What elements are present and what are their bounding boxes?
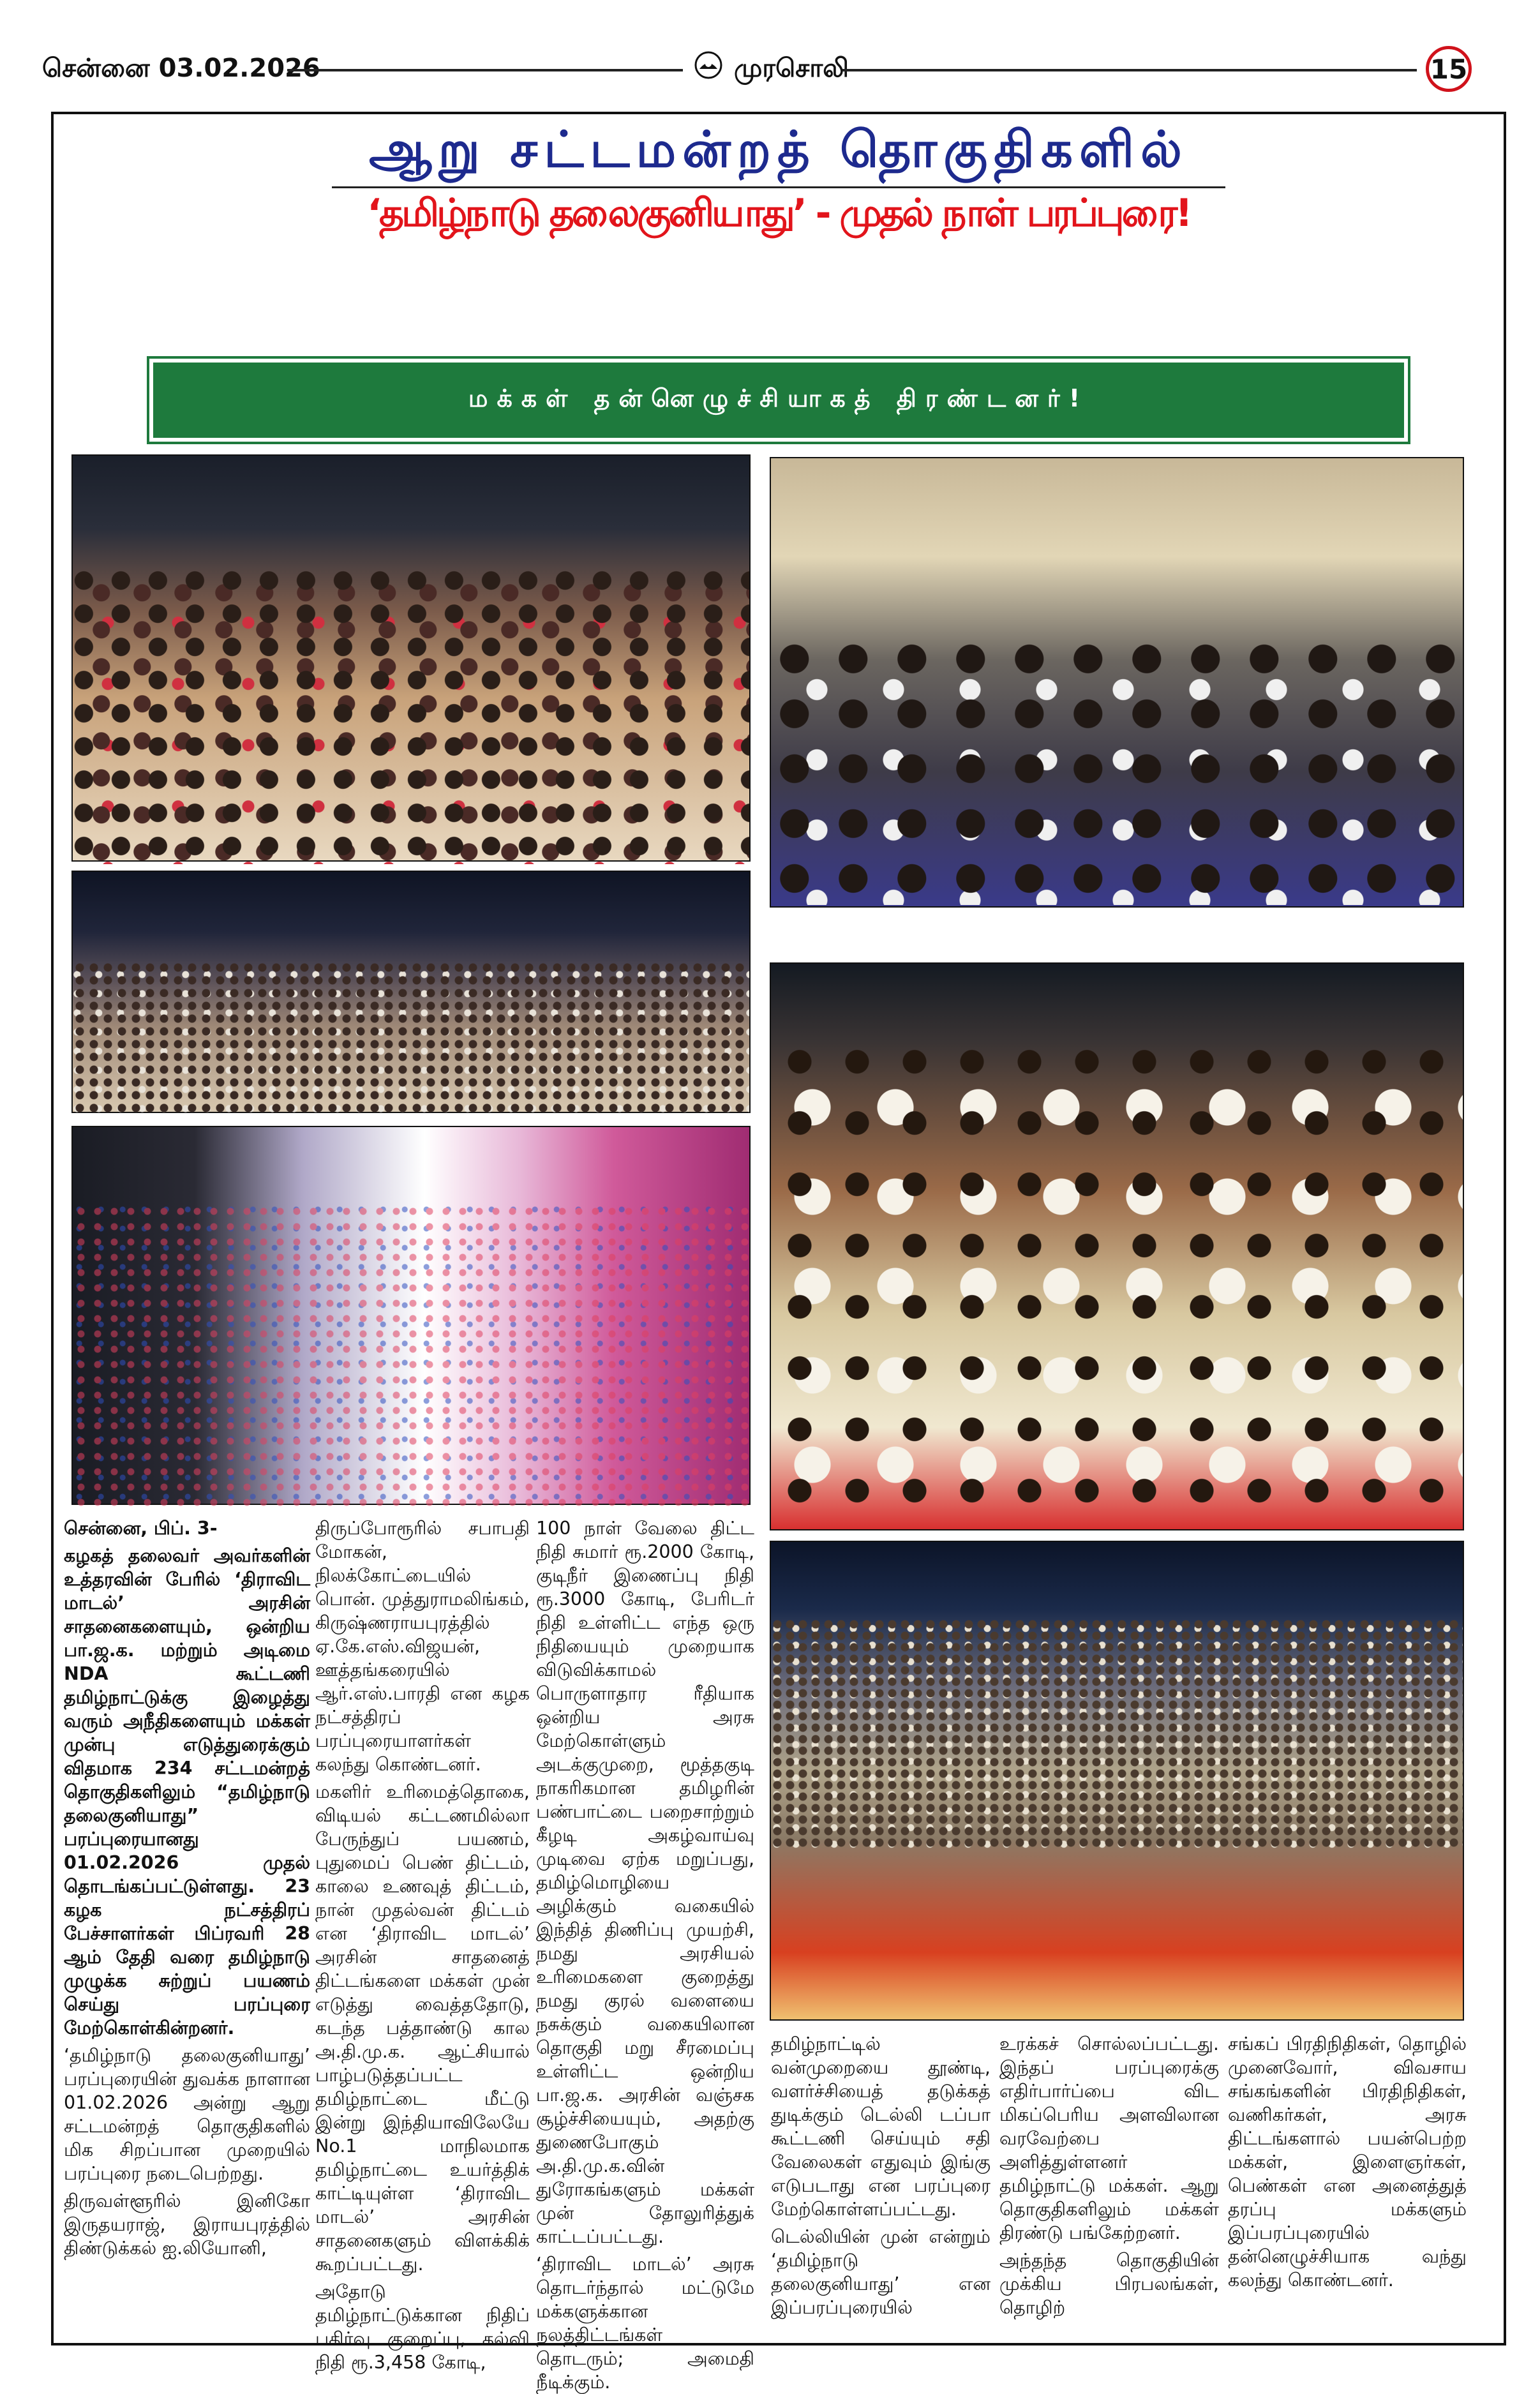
- article-paragraph: திருப்போரூரில் சபாபதி மோகன், நிலக்கோட்டையில் பொன். முத்துராமலிங்கம், கிருஷ்ணராயபுரத்தில் ஏ.கே.எஸ்.விஜயன், ஊத்தங்கரையில் ஆர்.எஸ்.பாரதி என கழக நட்சத்திரப் பரப்புரையாளர்கள் கலந்து கொண்டனர்.: [315, 1518, 530, 1775]
- page-number-badge: 15: [1426, 46, 1472, 92]
- photo-stage-wide-crowd: [71, 871, 751, 1113]
- kicker-headline: ஆறு சட்டமன்றத் தொகுதிகளில்: [369, 121, 1188, 179]
- article-paragraph: திருவள்ளூரில் இனிகோ இருதயராஜ், இராயபுரத்தில் திண்டுக்கல் ஐ.லியோனி,: [64, 2190, 310, 2259]
- article-paragraph: அந்தந்த தொகுதியின் முக்கிய பிரபலங்கள், தொழிற்: [999, 2250, 1219, 2318]
- subheadline-band: [153, 363, 1404, 438]
- article-paragraph: ‘தமிழ்நாடு தலைகுனியாது’ பரப்புரையின் துவக்க நாளான 01.02.2026 அன்று ஆறு சட்டமன்றத் தொகுதிகளில் மிக சிறப்பான முறையில் பரப்புரை நடைபெற்றது.: [64, 2045, 310, 2184]
- article-column-4: [771, 2032, 991, 2319]
- article-paragraph: டெல்லியின் முன் என்றும் ‘தமிழ்நாடு தலைகுனியாது’ என இப்பரப்புரையில்: [771, 2226, 991, 2318]
- masthead-rule-right: [842, 69, 1417, 71]
- photo-speaker-on-stage: [770, 1541, 1464, 2021]
- article-dateline: சென்னை, பிப். 3-: [64, 1518, 218, 1539]
- main-headline: ‘தமிழ்நாடு தலைகுனியாது’ - முதல் நாள் பரப்புரை!: [367, 191, 1190, 236]
- article-column-3: [536, 1516, 754, 2393]
- article-paragraph: 100 நாள் வேலை திட்ட நிதி சுமார் ரூ.2000 கோடி, குடிநீர் இணைப்பு நிதி ரூ.3000 கோடி, பேரிடர் நிதி உள்ளிட்ட எந்த ஒரு நிதியையும் முறையாக விடுவிக்காமல் பொருளாதார ரீதியாக ஒன்றிய அரசு மேற்கொள்ளும் அடக்குமுறை, மூத்தகுடி நாகரிகமான தமிழரின் பண்பாட்டை பறைசாற்றும் கீழடி அகழ்வாய்வு முடிவை ஏற்க மறுப்பது, தமிழ்மொழியை அழிக்கும் வகையில் இந்தித் திணிப்பு முயற்சி, நமது அரசியல் உரிமைகளை குறைத்து நமது குரல் வளையை நசுக்கும் வகையிலான தொகுதி மறு சீரமைப்பு உள்ளிட்ட ஒன்றிய பா.ஜ.க. அரசின் வஞ்சக சூழ்ச்சியையும், அதற்கு துணைபோகும் அ.தி.மு.க.வின் துரோகங்களும் மக்கள் முன் தோலுரித்துக் காட்டப்பட்டது.: [536, 1518, 754, 2247]
- article-column-1: [64, 1516, 310, 2314]
- rising-sun-emblem-icon: [694, 51, 722, 79]
- article-column-5: [999, 2032, 1219, 2319]
- newspaper-name: முரசொலி: [734, 54, 849, 83]
- photo-seated-audience-chairs: [770, 457, 1464, 908]
- article-lead-paragraph: கழகத் தலைவர் அவர்களின் உத்தரவின் பேரில் ‘திராவிட மாடல்’ அரசின் சாதனைகளையும், ஒன்றிய பா.ஜ.க. மற்றும் அடிமை NDA கூட்டணி தமிழ்நாட்டுக்கு இழைத்து வரும் அநீதிகளையும் மக்கள் முன்பு எடுத்துரைக்கும் விதமாக 234 சட்டமன்றத் தொகுதிகளிலும் “தமிழ்நாடு தலைகுனியாது” பரப்புரையானது 01.02.2026 முதல் தொடங்கப்பட்டுள்ளது. 23 கழக நட்சத்திரப் பேச்சாளர்கள் பிப்ரவரி 28 ஆம் தேதி வரை தமிழ்நாடு முழுக்க சுற்றுப் பயணம் செய்து பரப்புரை மேற்கொள்கின்றனர்.: [64, 1545, 310, 2039]
- masthead: [0, 0, 1540, 128]
- subheadline-text: மக்கள் தன்னெழுச்சியாகத் திரண்டனர்!: [468, 384, 1089, 412]
- article-paragraph: சங்கப் பிரதிநிதிகள், தொழில் முனைவோர், விவசாய சங்கங்களின் பிரதிநிதிகள், வணிகர்கள், அரசு திட்டங்களால் பயன்பெற்ற மக்கள், இளைஞர்கள், பெண்கள் என அனைத்துத் தரப்பு மக்களும் இப்பரப்புரையில் தன்னெழுச்சியாக வந்து கலந்து கொண்டனர்.: [1228, 2033, 1467, 2291]
- article-paragraph: தமிழ்நாட்டில் வன்முறையை தூண்டி, வளர்ச்சியைத் தடுக்கத் துடிக்கும் டெல்லி டப்பா கூட்டணி செய்யும் சதி வேலைகள் எதுவும் இங்கு எடுபடாது என பரப்புரை மேற்கொள்ளப்பட்டது.: [771, 2033, 991, 2220]
- article-paragraph: அதோடு தமிழ்நாட்டுக்கான நிதிப் பகிர்வு குறைப்பு, கல்வி நிதி ரூ.3,458 கோடி,: [315, 2281, 530, 2373]
- article-paragraph: மகளிர் உரிமைத்தொகை, விடியல் கட்டணமில்லா பேருந்துப் பயணம், புதுமைப் பெண் திட்டம், காலை உணவுத் திட்டம், நான் முதல்வன் திட்டம் என ‘திராவிட மாடல்’ அரசின் சாதனைத் திட்டங்களை மக்கள் முன் எடுத்து வைத்ததோடு, கடந்த பத்தாண்டு கால அ.தி.மு.க. ஆட்சியால் பாழ்படுத்தப்பட்ட தமிழ்நாட்டை மீட்டு இன்று இந்தியாவிலேயே No.1 மாநிலமாக தமிழ்நாட்டை உயர்த்திக் காட்டியுள்ள ‘திராவிட மாடல்’ அரசின் சாதனைகளும் விளக்கிக் கூறப்பட்டது.: [315, 1781, 530, 2275]
- article-paragraph: ‘திராவிட மாடல்’ அரசு தொடர்ந்தால் மட்டுமே மக்களுக்கான நலத்திட்டங்கள் தொடரும்; அமைதி நீடிக்கும்.: [536, 2254, 754, 2393]
- article-paragraph: உரக்கச் சொல்லப்பட்டது. இந்தப் பரப்புரைக்கு எதிர்பார்ப்பை விட மிகப்பெரிய அளவிலான வரவேற்பை அளித்துள்ளனர் தமிழ்நாட்டு மக்கள். ஆறு தொகுதிகளிலும் மக்கள் திரண்டு பங்கேற்றனர்.: [999, 2033, 1219, 2243]
- masthead-rule-left: [287, 69, 683, 71]
- kicker-underline: [332, 186, 1225, 188]
- photo-front-row-attendees: [770, 962, 1464, 1530]
- issue-date: சென்னை 03.02.2026: [42, 54, 320, 83]
- photo-crowd-night-stage: [71, 454, 751, 862]
- article-column-6: [1228, 2032, 1467, 2319]
- article-column-2: [315, 1516, 530, 2373]
- photo-aerial-street-crowd: [71, 1126, 751, 1505]
